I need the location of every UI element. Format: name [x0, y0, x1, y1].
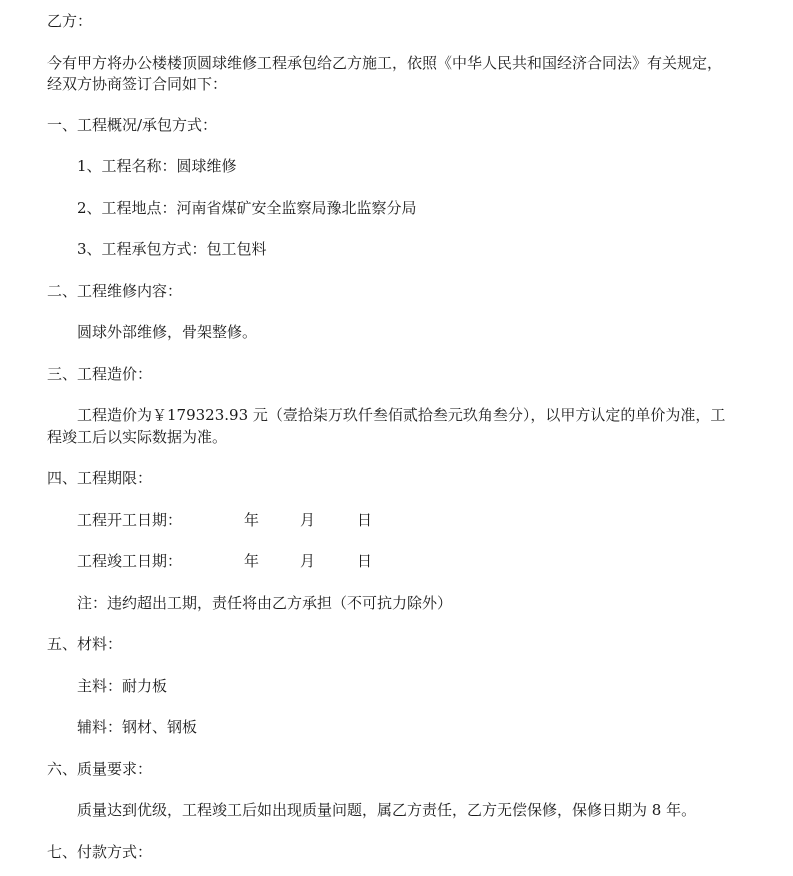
intro-line-1: 今有甲方将办公楼楼顶圆球维修工程承包给乙方施工，依照《中华人民共和国经济合同法》有关规定， — [47, 54, 723, 72]
quality-requirement: 质量达到优级，工程竣工后如出现质量问题，属乙方责任，乙方无偿保修，保修日期为 8 年。 — [77, 801, 697, 819]
end-day-unit: 日 — [357, 552, 373, 570]
cost-line-2: 程竣工后以实际数据为准。 — [47, 428, 228, 446]
project-name: 1、工程名称：圆球维修 — [77, 157, 237, 175]
start-date-row — [77, 510, 397, 530]
end-date-label: 工程竣工日期： — [77, 552, 183, 570]
contract-method: 3、工程承包方式：包工包料 — [77, 240, 267, 258]
section-4-title: 四、工程期限： — [47, 469, 153, 487]
start-date-label: 工程开工日期： — [77, 511, 183, 529]
end-year-unit: 年 — [244, 552, 260, 570]
cost-line-1: 工程造价为￥179323.93 元（壹拾柒万玖仟叁佰贰拾叁元玖角叁分），以甲方认定的单价为准，工 — [77, 406, 726, 424]
project-location: 2、工程地点：河南省煤矿安全监察局豫北监察分局 — [77, 199, 417, 217]
section-5-title: 五、材料： — [47, 635, 123, 653]
party-b-label: 乙方： — [47, 12, 93, 30]
section-6-title: 六、质量要求： — [47, 760, 153, 778]
start-month-unit: 月 — [300, 511, 316, 529]
section-2-title: 二、工程维修内容： — [47, 282, 183, 300]
delay-note: 注：违约超出工期，责任将由乙方承担（不可抗力除外） — [77, 594, 453, 612]
start-day-unit: 日 — [357, 511, 373, 529]
maintenance-content: 圆球外部维修，骨架整修。 — [77, 323, 258, 341]
section-3-title: 三、工程造价： — [47, 365, 153, 383]
main-material: 主料：耐力板 — [77, 677, 168, 695]
intro-line-2: 经双方协商签订合同如下： — [47, 75, 228, 93]
section-1-title: 一、工程概况/承包方式： — [47, 116, 218, 134]
start-year-unit: 年 — [244, 511, 260, 529]
section-7-title: 七、付款方式： — [47, 843, 153, 861]
auxiliary-material: 辅料：钢材、钢板 — [77, 718, 198, 736]
end-date-row — [77, 551, 397, 571]
end-month-unit: 月 — [300, 552, 316, 570]
